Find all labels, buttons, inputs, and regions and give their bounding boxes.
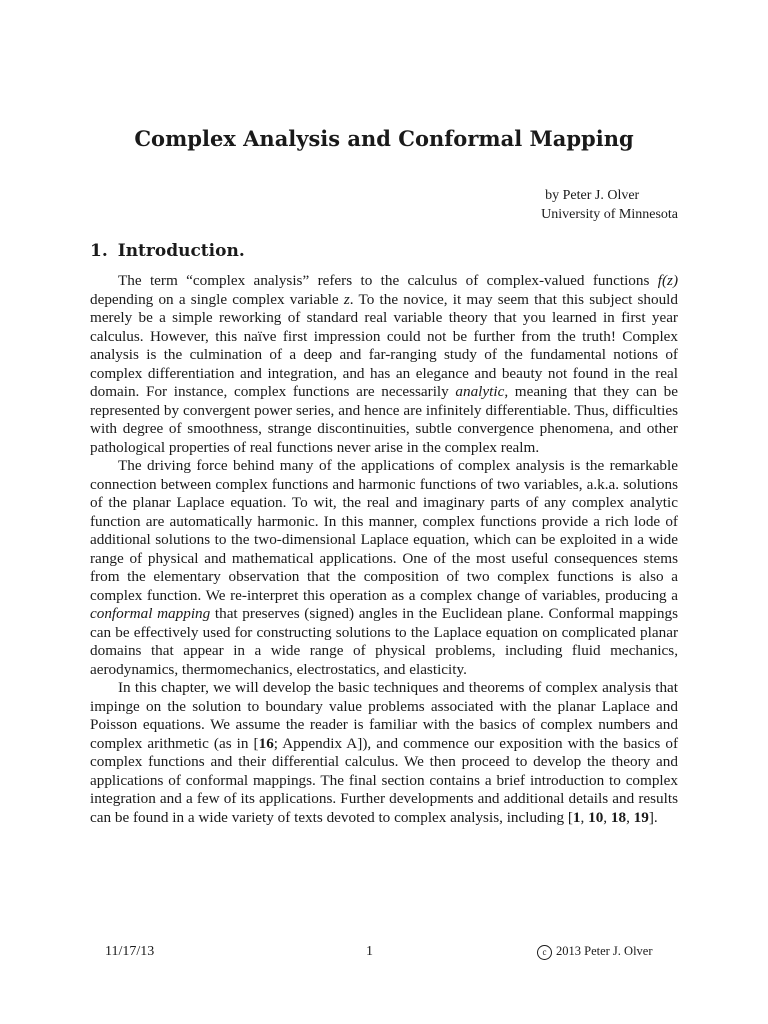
footer-date: 11/17/13 bbox=[105, 944, 155, 959]
citation-separator: , bbox=[603, 808, 611, 826]
paragraph-text: that preserves (signed) angles in the Euclidean plane. Conformal mappings can be effectively used for constructing solutions to the Laplace equation on complicated planar domains that appear in a wide range of physical problems, including fluid mechanics, aerodynamics, thermomechanics, electrostatics, and elasticity. bbox=[90, 605, 678, 678]
paragraph-text: ; Appendix A]), and commence our exposition with the basics of complex functions and their differential calculus. We then proceed to develop the theory and applications of conformal mappings. The final section contains a brief introduction to complex integration and a few of its applications. Further developments and additional details and results can be found in a wide variety of texts devoted to complex analysis, including [ bbox=[90, 734, 678, 826]
body-text bbox=[90, 272, 678, 827]
page-number: 1 bbox=[366, 944, 373, 959]
paragraph-2 bbox=[90, 457, 678, 679]
citation-ref[interactable]: 18 bbox=[610, 808, 627, 826]
author-name: by Peter J. Olver bbox=[545, 188, 640, 203]
paragraph-text: depending on a single complex variable bbox=[90, 290, 344, 308]
paragraph-text: In this chapter, we will develop the basic techniques and theorems of complex analysis that impinge on the solution to boundary value problems associated with the planar Laplace and Poisson equations. We assume the reader is familiar with the basics of complex numbers and complex arithmetic (as in [ bbox=[90, 679, 678, 752]
math-fz: f(z) bbox=[657, 272, 678, 289]
citation-ref[interactable]: 19 bbox=[633, 808, 649, 826]
paragraph-text: The driving force behind many of the applications of complex analysis is the remarkable connection between complex functions and harmonic functions of two variables, a.k.a. solutions of the planar Laplace equation. To wit, the real and imaginary parts of any complex analytic function are automatically harmonic. In this manner, complex functions provide a rich lode of additional solutions to the two-dimensional Laplace equation, which can be exploited in a wide range of physical and mathematical applications. One of the most useful consequences stems from the elementary observation that the composition of two complex functions is also a complex function. We re-interpret this operation as a complex change of variables, producing a bbox=[90, 457, 678, 604]
citation-ref[interactable]: 16 bbox=[258, 734, 274, 752]
citation-ref[interactable]: 10 bbox=[588, 808, 604, 826]
citation-separator: , bbox=[580, 808, 589, 826]
copyright-text: 2013 Peter J. Olver bbox=[556, 944, 653, 958]
paragraph-text: The term “complex analysis” refers to the calculus of complex-valued functions bbox=[118, 272, 658, 289]
emphasis-analytic: analytic bbox=[455, 383, 505, 400]
copyright-icon: c bbox=[537, 945, 552, 960]
section-number: 1. bbox=[90, 241, 108, 261]
copyright bbox=[537, 944, 653, 960]
section-title: Introduction. bbox=[117, 241, 245, 261]
citation-separator: , bbox=[626, 808, 634, 826]
paragraph-text: , meaning that they can be represented by convergent power series, and hence are infinitely differentiable. Thus, difficulties with degree of smoothness, strange discontinuities, subtle convergence phenomena, and other pathological properties of real functions never arise in the complex realm. bbox=[90, 383, 678, 456]
author-affiliation: University of Minnesota bbox=[541, 207, 678, 222]
math-z: z bbox=[343, 290, 350, 308]
paragraph-1 bbox=[90, 272, 678, 457]
citation-ref[interactable]: 1 bbox=[572, 808, 581, 826]
paragraph-3 bbox=[90, 679, 678, 827]
document-title: Complex Analysis and Conformal Mapping bbox=[134, 126, 634, 151]
paragraph-text: . To the novice, it may seem that this subject should merely be a simple reworking of standard real variable theory that you learned in first year calculus. However, this naïve first impression could not be further from the truth! Complex analysis is the culmination of a deep and far-ranging study of the fundamental notions of complex differentiation and integration, and has an elegance and beauty not found in the real domain. For instance, complex functions are necessarily bbox=[90, 290, 678, 400]
author-block bbox=[541, 186, 678, 224]
section-heading bbox=[90, 241, 245, 261]
paragraph-text: ]. bbox=[648, 808, 658, 826]
emphasis-conformal-mapping: conformal mapping bbox=[90, 605, 211, 622]
